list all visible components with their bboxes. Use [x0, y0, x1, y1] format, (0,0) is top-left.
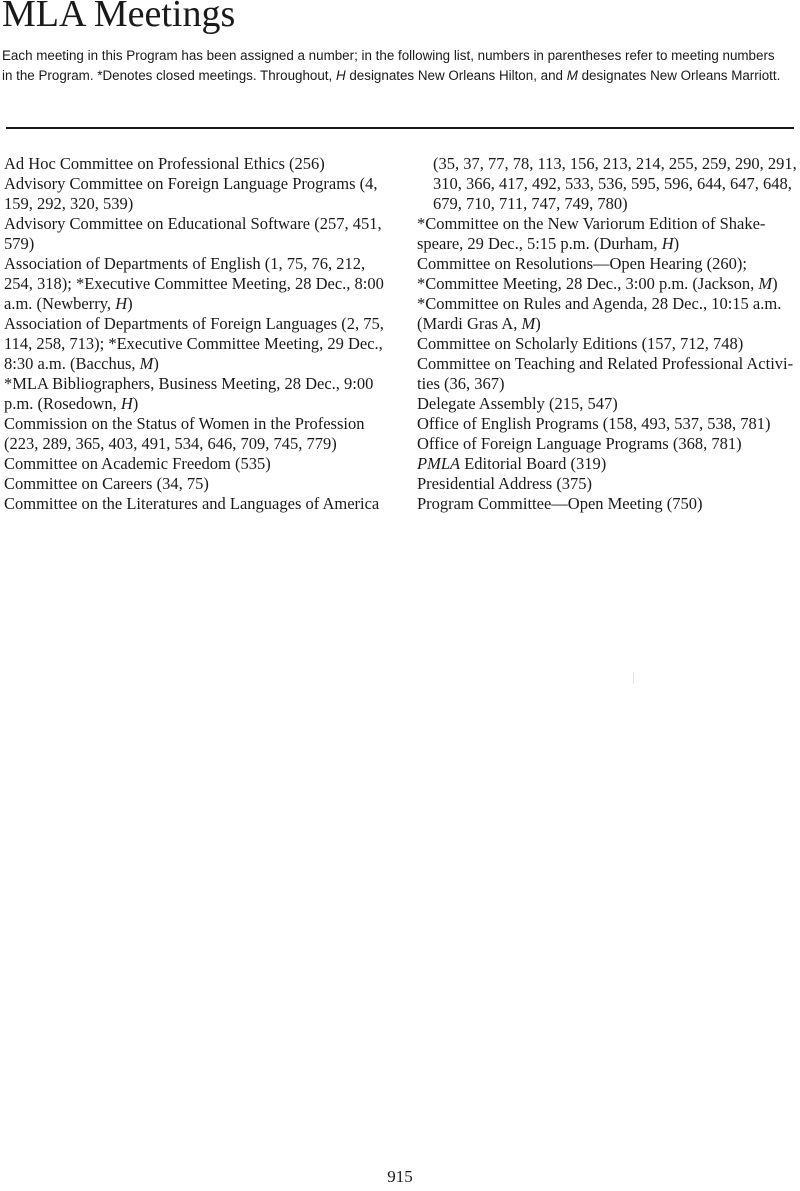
page-title: MLA Meetings — [2, 0, 236, 35]
meeting-entry — [417, 454, 797, 474]
meeting-entry-line: Office of English Programs (158, 493, 537, 538, 781) — [417, 414, 771, 433]
meeting-entry-line: (Mardi Gras A, M) — [417, 314, 541, 333]
intro-line: in the Program. *Denotes closed meetings. Throughout, H designates New Orleans Hilton, and M designates New Orleans Marriott. — [2, 68, 781, 83]
meeting-entry-line: Advisory Committee on Foreign Language Programs (4, — [4, 174, 378, 193]
meeting-entry — [417, 474, 797, 494]
meeting-entry-line: 679, 710, 711, 747, 749, 780) — [433, 194, 628, 213]
meeting-entry — [417, 254, 797, 294]
meeting-entry-line: Association of Departments of Foreign Languages (2, 75, — [4, 314, 384, 333]
meeting-entry — [417, 434, 797, 454]
meeting-entry — [4, 374, 396, 414]
meeting-entry-line: Committee on Careers (34, 75) — [4, 474, 209, 493]
meeting-entry — [417, 494, 797, 514]
meeting-entry-line: speare, 29 Dec., 5:15 p.m. (Durham, H) — [417, 234, 680, 253]
meeting-entry-line: p.m. (Rosedown, H) — [4, 394, 139, 413]
meeting-entry — [417, 214, 797, 254]
meeting-entry-line: Committee on Resolutions—Open Hearing (260); — [417, 254, 747, 273]
meeting-entry — [4, 314, 396, 374]
meeting-entry-line: 579) — [4, 234, 35, 253]
scan-mark — [633, 672, 634, 684]
meeting-entry-line: 254, 318); *Executive Committee Meeting, 28 Dec., 8:00 — [4, 274, 384, 293]
meeting-entry — [4, 174, 396, 214]
meetings-list-left-column — [4, 154, 396, 514]
meeting-entry — [4, 414, 396, 454]
meeting-entry-line: *Committee on the New Variorum Edition of Shake- — [417, 214, 766, 233]
meeting-entry-line: (223, 289, 365, 403, 491, 534, 646, 709, 745, 779) — [4, 434, 337, 453]
meeting-entry-line: Office of Foreign Language Programs (368, 781) — [417, 434, 742, 453]
meeting-entry-line: Presidential Address (375) — [417, 474, 593, 493]
meeting-entry-line: *Committee on Rules and Agenda, 28 Dec., 10:15 a.m. — [417, 294, 782, 313]
intro-paragraph — [2, 46, 800, 86]
meeting-entry-line: 310, 366, 417, 492, 533, 536, 595, 596, 644, 647, 648, — [433, 174, 792, 193]
meeting-entry — [417, 414, 797, 434]
meeting-entry-line: Program Committee—Open Meeting (750) — [417, 494, 703, 513]
meeting-entry-line: Committee on the Literatures and Languages of America — [4, 494, 380, 513]
meeting-entry-line: 8:30 a.m. (Bacchus, M) — [4, 354, 159, 373]
meeting-entry — [417, 354, 797, 394]
meeting-entry-line: Commission on the Status of Women in the Profession — [4, 414, 365, 433]
meeting-entry — [4, 454, 396, 474]
meeting-entry-line: (35, 37, 77, 78, 113, 156, 213, 214, 255, 259, 290, 291, — [433, 154, 797, 173]
meeting-entry-line: Committee on Teaching and Related Professional Activi- — [417, 354, 794, 373]
meetings-list-right-column — [417, 154, 797, 514]
meeting-entry-line: ties (36, 367) — [417, 374, 505, 393]
meeting-entry-line: Committee on Scholarly Editions (157, 712, 748) — [417, 334, 744, 353]
meeting-entry — [4, 254, 396, 314]
meeting-entry — [4, 214, 396, 254]
meeting-entry-line: 114, 258, 713); *Executive Committee Meeting, 29 Dec., — [4, 334, 383, 353]
meeting-entry-line: Advisory Committee on Educational Software (257, 451, — [4, 214, 382, 233]
meeting-entry — [417, 334, 797, 354]
meeting-entry-continued — [417, 154, 797, 214]
section-divider — [6, 127, 794, 129]
meeting-entry-line: Association of Departments of English (1, 75, 76, 212, — [4, 254, 366, 273]
meeting-entry — [4, 474, 396, 494]
meeting-entry-line: *MLA Bibliographers, Business Meeting, 28 Dec., 9:00 — [4, 374, 374, 393]
meeting-entry — [4, 494, 396, 514]
meeting-entry-line: Delegate Assembly (215, 547) — [417, 394, 618, 413]
meeting-entry-line: Ad Hoc Committee on Professional Ethics (256) — [4, 154, 325, 173]
meeting-entry-line: a.m. (Newberry, H) — [4, 294, 133, 313]
meeting-entry-line: Committee on Academic Freedom (535) — [4, 454, 271, 473]
meeting-entry-line: PMLA Editorial Board (319) — [417, 454, 607, 473]
meeting-entry — [417, 294, 797, 334]
page-number: 915 — [387, 1167, 413, 1186]
meeting-entry-line: 159, 292, 320, 539) — [4, 194, 134, 213]
meeting-entry — [4, 154, 396, 174]
meeting-entry-line: *Committee Meeting, 28 Dec., 3:00 p.m. (Jackson, M) — [417, 274, 778, 293]
intro-line: Each meeting in this Program has been assigned a number; in the following list, numbers in parentheses refer to meeting numbers — [2, 48, 775, 63]
meeting-entry — [417, 394, 797, 414]
